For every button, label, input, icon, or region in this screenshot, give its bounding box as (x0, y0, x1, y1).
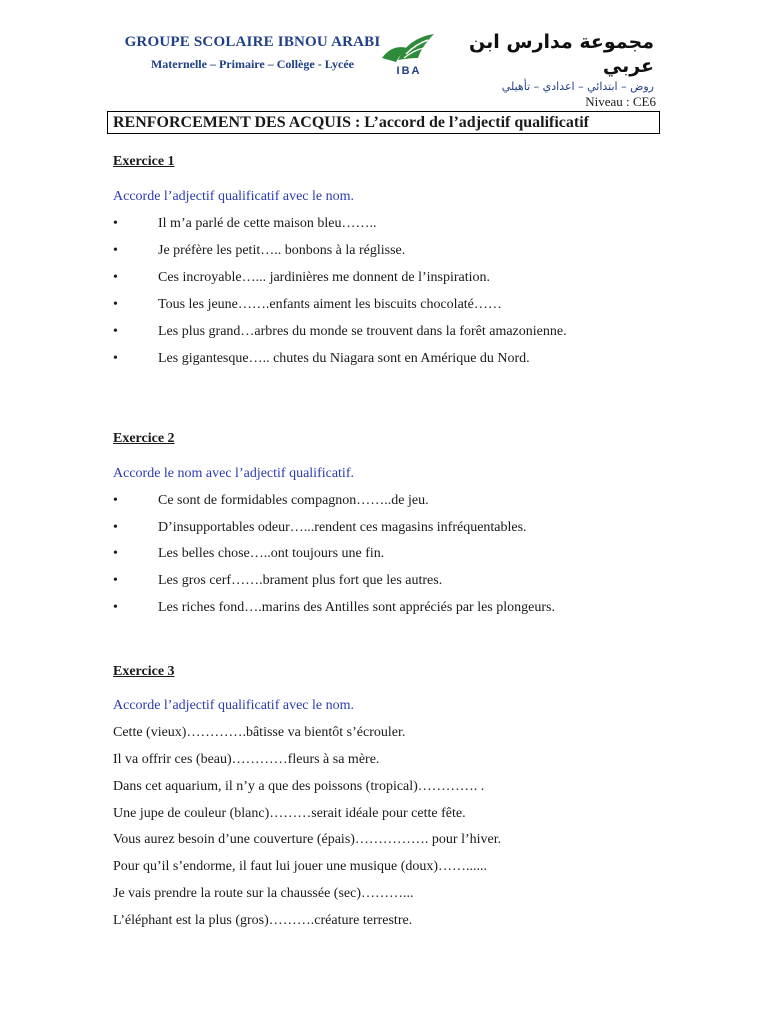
school-header-ar (446, 30, 654, 93)
list-item-text: Je préfère les petit….. bonbons à la réglisse. (158, 243, 406, 258)
bullet-icon: • (113, 573, 118, 588)
sentence-line: Une jupe de couleur (blanc)………serait idéale pour cette fête. (113, 806, 466, 821)
school-name: GROUPE SCOLAIRE IBNOU ARABI (124, 34, 381, 50)
document-title: RENFORCEMENT DES ACQUIS : L’accord de l’adjectif qualificatif (107, 111, 660, 134)
bullet-icon: • (113, 297, 118, 312)
bullet-icon: • (113, 243, 118, 258)
logo-text: IBA (396, 65, 422, 76)
school-logo (378, 28, 440, 76)
list-item-text: Les belles chose…..ont toujours une fin. (158, 546, 385, 561)
list-item-text: Ces incroyable…... jardinières me donnent de l’inspiration. (158, 270, 491, 285)
exercise-2-instruction: Accorde le nom avec l’adjectif qualificatif. (113, 466, 354, 481)
bullet-icon: • (113, 546, 118, 561)
exercise-1-title: Exercice 1 (113, 154, 175, 169)
bullet-icon: • (113, 216, 118, 231)
sentence-line: Cette (vieux)………….bâtisse va bientôt s’écrouler. (113, 725, 406, 740)
bullet-icon: • (113, 351, 118, 366)
list-item-text: Les gros cerf…….brament plus fort que les autres. (158, 573, 443, 588)
list-item-text: Les gigantesque….. chutes du Niagara sont en Amérique du Nord. (158, 351, 530, 366)
sentence-line: Pour qu’il s’endorme, il faut lui jouer une musique (doux)……...... (113, 859, 488, 874)
bullet-icon: • (113, 493, 118, 508)
sentence-line: Il va offrir ces (beau)…………fleurs à sa mère. (113, 752, 380, 767)
list-item-text: Tous les jeune…….enfants aiment les biscuits chocolaté…… (158, 297, 502, 312)
list-item-text: D’insupportables odeur…...rendent ces magasins infréquentables. (158, 520, 527, 535)
list-item-text: Ce sont de formidables compagnon……..de jeu. (158, 493, 429, 508)
exercise-1-instruction: Accorde l’adjectif qualificatif avec le nom. (113, 189, 354, 204)
bullet-icon: • (113, 520, 118, 535)
exercise-3-title: Exercice 3 (113, 664, 175, 679)
sentence-line: Je vais prendre la route sur la chaussée (sec)………... (113, 886, 414, 901)
list-item-text: Les riches fond….marins des Antilles sont appréciés par les plongeurs. (158, 600, 555, 615)
bullet-icon: • (113, 600, 118, 615)
sentence-line: Dans cet aquarium, il n’y a que des poissons (tropical)…………. . (113, 779, 485, 794)
bullet-icon: • (113, 324, 118, 339)
level-label: Niveau : CE6 (585, 94, 656, 109)
school-levels: Maternelle – Primaire – Collège - Lycée (150, 57, 355, 71)
list-item-text: Les plus grand…arbres du monde se trouvent dans la forêt amazonienne. (158, 324, 567, 339)
list-item-text: Il m’a parlé de cette maison bleu…….. (158, 216, 377, 231)
logo-book-shape (398, 34, 434, 60)
sentence-line: L’éléphant est la plus (gros)……….créature terrestre. (113, 913, 413, 928)
school-levels-ar: روض – ابتدائي – اعدادي – تأهيلي (501, 80, 654, 93)
school-header-fr (120, 34, 385, 72)
bullet-icon: • (113, 270, 118, 285)
school-name-ar: مجموعة مدارس ابن عربي (469, 31, 654, 77)
sentence-line: Vous aurez besoin d’une couverture (épais)……………. pour l’hiver. (113, 832, 502, 847)
exercise-2-title: Exercice 2 (113, 431, 175, 446)
exercise-3-instruction: Accorde l’adjectif qualificatif avec le nom. (113, 698, 354, 713)
